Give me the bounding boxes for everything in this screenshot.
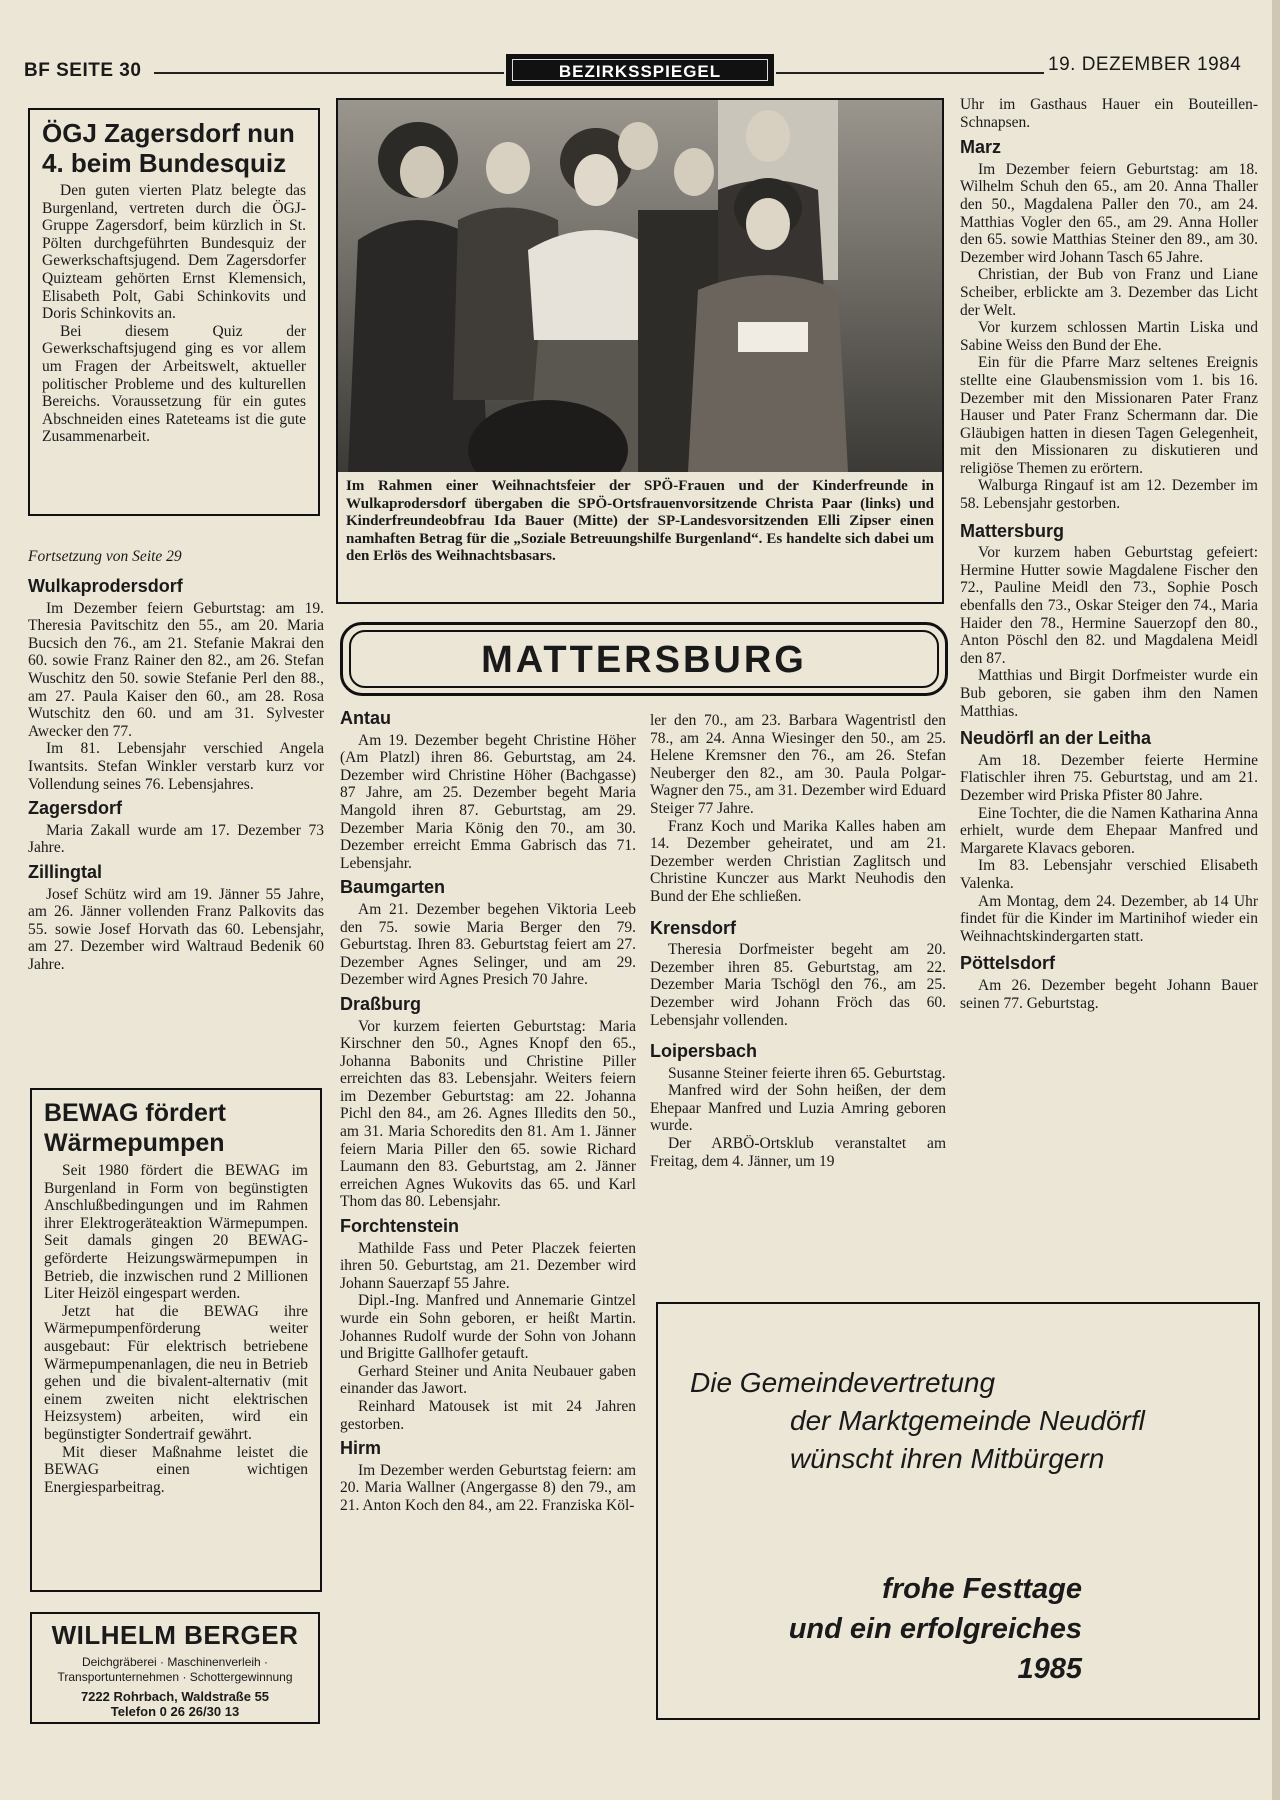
section-paragraph: Am 21. Dezember begehen Viktoria Leeb den 75. sowie Maria Berger den 79. Geburtstag. Ihren 83. Geburtstag feiert am 27. Dezember Agnes Selinger, und am 29. Dezember wird Agnes Presich 70 Jahre.: [340, 900, 636, 989]
oegj-article: [28, 108, 320, 516]
page-edge: [1272, 0, 1280, 1800]
section-paragraph: Im 83. Lebensjahr verschied Elisabeth Valenka.: [960, 857, 1258, 892]
section-heading: Zillingtal: [28, 861, 102, 882]
section-heading: Baumgarten: [340, 877, 446, 898]
section-paragraph: Uhr im Gasthaus Hauer ein Bouteillen-Schnapsen.: [960, 96, 1258, 131]
oegj-paragraph: Den guten vierten Platz belegte das Burgenland, vertreten durch die ÖGJ-Gruppe Zagersdorf, beim kürzlich in St. Pölten durchgeführten Bundesquiz der Gewerkschaftsjugend. Dem Zagersdorfer Quizteam gehörten Ernst Klemensich, Elisabeth Polt, Gabi Schinkovits und Doris Schinkovits an.: [42, 182, 306, 323]
section-paragraph: Dipl.-Ing. Manfred und Annemarie Gintzel wurde ein Sohn geboren, er heißt Martin. Johannes Rudolf wurde der Sohn von Johann und Brigitte Gallhofer getauft.: [340, 1292, 636, 1363]
section-paragraph: Manfred wird der Sohn heißen, der dem Ehepaar Manfred und Luzia Amring geboren wurde.: [650, 1082, 946, 1135]
bewag-paragraph: Mit dieser Maßnahme leistet die BEWAG einen wichtigen Energiesparbeitrag.: [44, 1443, 308, 1496]
berger-ad: [30, 1612, 320, 1724]
photo-caption: Im Rahmen einer Weihnachtsfeier der SPÖ-Frauen und der Kinderfreunde in Wulkaprodersdorf übergaben die SPÖ-Ortsfrauenvorsitzende Christa Paar (links) und Kinderfreundeobfrau Ida Bauer (Mitte) der SP-Landesvorsitzenden Elli Zipser einen namhaften Betrag für die „Soziale Betreuungshilfe Burgenland“. Es handelte sich dabei um den Erlös des Weihnachtsbasars.: [346, 478, 934, 565]
section-paragraph: Maria Zakall wurde am 17. Dezember 73 Jahre.: [28, 821, 324, 857]
section-title: BEZIRKSSPIEGEL: [512, 59, 768, 81]
section-paragraph: Susanne Steiner feierte ihren 65. Geburtstag.: [668, 1064, 946, 1082]
section-paragraph: ler den 70., am 23. Barbara Wagentristl den 78., am 24. Anna Wiesinger den 50., am 25. Helene Kremsner den 76., am 26. Stefan Neuberger den 82., am 30. Paula Polgar-Wagner den 75., am 31. Dezember wird Eduard Steiger 77 Jahre.: [650, 712, 946, 817]
section-banner: [506, 54, 774, 86]
photo-illustration: [338, 100, 942, 472]
greeting-line: Die Gemeindevertretung: [690, 1367, 996, 1398]
middle-column-2: [650, 712, 946, 1292]
section-paragraph: Am Montag, dem 24. Dezember, ab 14 Uhr findet für die Kinder im Martinihof wieder ein Weihnachtskindergarten statt.: [960, 892, 1258, 945]
section-paragraph: Eine Tochter, die die Namen Katharina Anna erhielt, wurde dem Ehepaar Manfred und Margarete Klavacs geboren.: [960, 804, 1258, 857]
berger-address: 7222 Rohrbach, Waldstraße 55: [80, 1689, 270, 1704]
greeting-line: der Marktgemeinde Neudörfl: [790, 1405, 1145, 1436]
section-paragraph: Ein für die Pfarre Marz seltenes Ereignis stellte eine Glaubensmission vom 1. bis 16. Dezember mit den Missionaren Pater Franz Hauser und Pater Franz Schermann dar. Die Gläubigen hatten in diesen Tagen Gelegenheit, mit den Missionaren zu diskutieren und religiöse Themen zu erörtern.: [960, 354, 1258, 477]
section-heading: Marz: [960, 137, 1002, 158]
oegj-body: [42, 182, 306, 446]
section-heading: Antau: [340, 708, 391, 728]
section-heading: Forchtenstein: [340, 1216, 460, 1237]
news-photo: [338, 100, 942, 472]
right-column: [960, 96, 1258, 1282]
page-label: BF SEITE 30: [24, 60, 142, 81]
greeting-ad: [656, 1302, 1260, 1720]
section-heading: Draßburg: [340, 993, 421, 1014]
bewag-title: BEWAG fördert Wärmepumpen: [44, 1099, 226, 1157]
continued-note: Fortsetzung von Seite 29: [28, 548, 182, 565]
left-column: [28, 548, 324, 1080]
section-paragraph: Josef Schütz wird am 19. Jänner 55 Jahre, am 26. Jänner vollenden Franz Palkovits das 55. sowie Josef Horvath das 60. Lebensjahr, am 27. Dezember wird Waltraud Bedenik 60 Jahre.: [28, 885, 324, 973]
section-heading: Neudörfl an der Leitha: [960, 728, 1152, 749]
section-paragraph: Theresia Dorfmeister begeht am 20. Dezember ihren 85. Geburtstag, am 22. Dezember Maria Tschögl den 76., am 25. Dezember wird Johann Fröch das 60. Lebensjahr vollenden.: [650, 941, 946, 1029]
section-paragraph: Gerhard Steiner und Anita Neubauer gaben einander das Jawort.: [340, 1362, 636, 1398]
section-heading: Mattersburg: [960, 520, 1065, 541]
greeting-wish: frohe Festtage: [882, 1573, 1082, 1605]
middle-column-1: [340, 710, 636, 1736]
section-heading: Wulkaprodersdorf: [28, 576, 183, 596]
greeting-wish: und ein erfolgreiches: [788, 1613, 1082, 1645]
header-rule-right: [776, 72, 1044, 74]
bewag-paragraph: Jetzt hat die BEWAG ihre Wärmepumpenförderung weiter ausgebaut: Für elektrisch betriebene Wärmepumpenanlagen, die neu in Betrieb gehen und die bivalent-alternativ (mit einem zweiten nicht elektrischen Heizsystem) arbeiten, wird ein begünstigter Sondertraif gewährt.: [44, 1302, 308, 1443]
berger-name: WILHELM BERGER: [51, 1620, 299, 1650]
section-paragraph: Reinhard Matousek ist mit 24 Jahren gestorben.: [340, 1397, 636, 1433]
berger-phone: Telefon 0 26 26/30 13: [110, 1704, 240, 1719]
section-paragraph: Im Dezember feiern Geburtstag: am 19. Theresia Pavitschitz den 55., am 20. Maria Bucsich den 76., am 21. Stefanie Makrai den 60. sowie Franz Rainer den 82., am 26. Stefan Wuschitz den 50. sowie Stefanie Perl den 88., am 27. Paula Kaiser den 60., am 28. Rosa Wutschitz den 60. und am 31. Sylvester Awecker den 77.: [28, 599, 324, 740]
mattersburg-title: MATTERSBURG: [349, 630, 939, 688]
section-paragraph: Vor kurzem feierten Geburtstag: Maria Kirschner den 50., Agnes Knopf den 65., Johanna Babonits und Christine Piller erreichten das 83. Lebensjahr. Weiters feiern im Dezember Geburtstag: am 22. Johanna Pichl den 84., am 26. Agnes Illedits den 50., am 31. Maria Schoredits den 81. Am 1. Jänner feiern Maria Piller den 65. sowie Richard Laumann den 83. Geburtstag, am 2. Jänner erreichen Agnes Wukovits das 65. und Karl Thom das 80. Lebensjahr.: [340, 1017, 636, 1211]
section-paragraph: Am 19. Dezember begeht Christine Höher (Am Platzl) ihren 86. Geburtstag, am 24. Dezember wird Christine Höher (Bachgasse) 87 Jahre, am 25. Dezember begeht Maria Mangold ihren 87. Geburtstag, am 29. Dezember Maria König den 70., am 30. Dezember erreicht Emma Gabrisch das 71. Lebensjahr.: [340, 731, 636, 872]
bewag-paragraph: Seit 1980 fördert die BEWAG im Burgenland in Form von begünstigten Anschlußbedingungen und im Rahmen ihrer Elektrogeräteaktion Wärmepumpen. Seit damals gingen 20 BEWAG-geförderte Heizungswärmepumpen in Betrieb, die inzwischen rund 2 Millionen Liter Heizöl eingespart werden.: [44, 1162, 308, 1303]
section-paragraph: Vor kurzem schlossen Martin Liska und Sabine Weiss den Bund der Ehe.: [960, 319, 1258, 354]
section-heading: Krensdorf: [650, 917, 737, 938]
bewag-article: [30, 1088, 322, 1592]
section-paragraph: Christian, der Bub von Franz und Liane Scheiber, erblickte am 3. Dezember das Licht der Welt.: [960, 266, 1258, 319]
section-paragraph: Im Dezember werden Geburtstag feiern: am 20. Maria Wallner (Angergasse 8) den 79., am 21. Anton Koch den 84., am 22. Franziska Köl-: [340, 1461, 636, 1514]
section-paragraph: Im 81. Lebensjahr verschied Angela Iwantsits. Stefan Winkler verstarb kurz vor Vollendung seines 76. Lebensjahres.: [28, 740, 324, 793]
greeting-line: wünscht ihren Mitbürgern: [790, 1443, 1105, 1474]
section-paragraph: Mathilde Fass und Peter Placzek feierten ihren 50. Geburtstag, am 21. Dezember wird Johann Sauerzapf 55 Jahre.: [340, 1239, 636, 1292]
section-heading: Hirm: [340, 1438, 382, 1459]
section-paragraph: Franz Koch und Marika Kalles haben am 14. Dezember geheiratet, und am 21. Dezember werden Christian Zaglitsch und Christine Kunczer aus Markt Neuhodis den Bund der Ehe schließen.: [650, 817, 946, 905]
section-paragraph: Am 18. Dezember feierte Hermine Flatischler ihren 75. Geburtstag, und am 21. Dezember wird Priska Pfister 80 Jahre.: [960, 751, 1258, 804]
section-paragraph: Walburga Ringauf ist am 12. Dezember im 58. Lebensjahr gestorben.: [960, 477, 1258, 513]
mattersburg-banner: [340, 622, 948, 696]
section-paragraph: Vor kurzem haben Geburtstag gefeiert: Hermine Hutter sowie Magdalene Fischer den 72., Pauline Meidl den 73., Sophie Posch ebenfalls den 73., Oskar Steiger den 74., Maria Haider den 78., Hermine Sauerzopf den 80., Anton Pöschl den 82. und Magdalena Meidl den 87.: [960, 544, 1258, 667]
greeting-year: 1985: [1017, 1653, 1082, 1685]
oegj-paragraph: Bei diesem Quiz der Gewerkschaftsjugend ging es vor allem um Fragen der Arbeitswelt, aktueller politischer Probleme und des kulturellen Bereichs. Voraussetzung für ein gutes Abschneiden eines Rateteams ist die gute Zusammenarbeit.: [42, 322, 306, 446]
berger-services: Deichgräberei · Maschinenverleih · Transportunternehmen · Schottergewinnung: [57, 1655, 293, 1684]
section-heading: Zagersdorf: [28, 798, 123, 819]
section-heading: Pöttelsdorf: [960, 953, 1056, 974]
section-heading: Loipersbach: [650, 1041, 758, 1062]
section-paragraph: Der ARBÖ-Ortsklub veranstaltet am Freitag, dem 4. Jänner, um 19: [650, 1135, 946, 1170]
issue-date: 19. DEZEMBER 1984: [1048, 54, 1242, 75]
header-rule-left: [154, 72, 504, 74]
section-paragraph: Am 26. Dezember begeht Johann Bauer seinen 77. Geburtstag.: [960, 976, 1258, 1012]
section-paragraph: Matthias und Birgit Dorfmeister wurde ein Bub geboren, sie gaben ihm den Namen Matthias.: [960, 667, 1258, 720]
oegj-title: ÖGJ Zagersdorf nun 4. beim Bundesquiz: [42, 118, 295, 178]
section-paragraph: Im Dezember feiern Geburtstag: am 18. Wilhelm Schuh den 65., am 20. Anna Thaller den 50., Magdalena Paller den 70., am 24. Matthias Vogler den 65., am 29. Anna Holler den 65. sowie Matthias Steiner den 89., am 30. Dezember wird Johann Tasch 65 Jahre.: [960, 160, 1258, 266]
